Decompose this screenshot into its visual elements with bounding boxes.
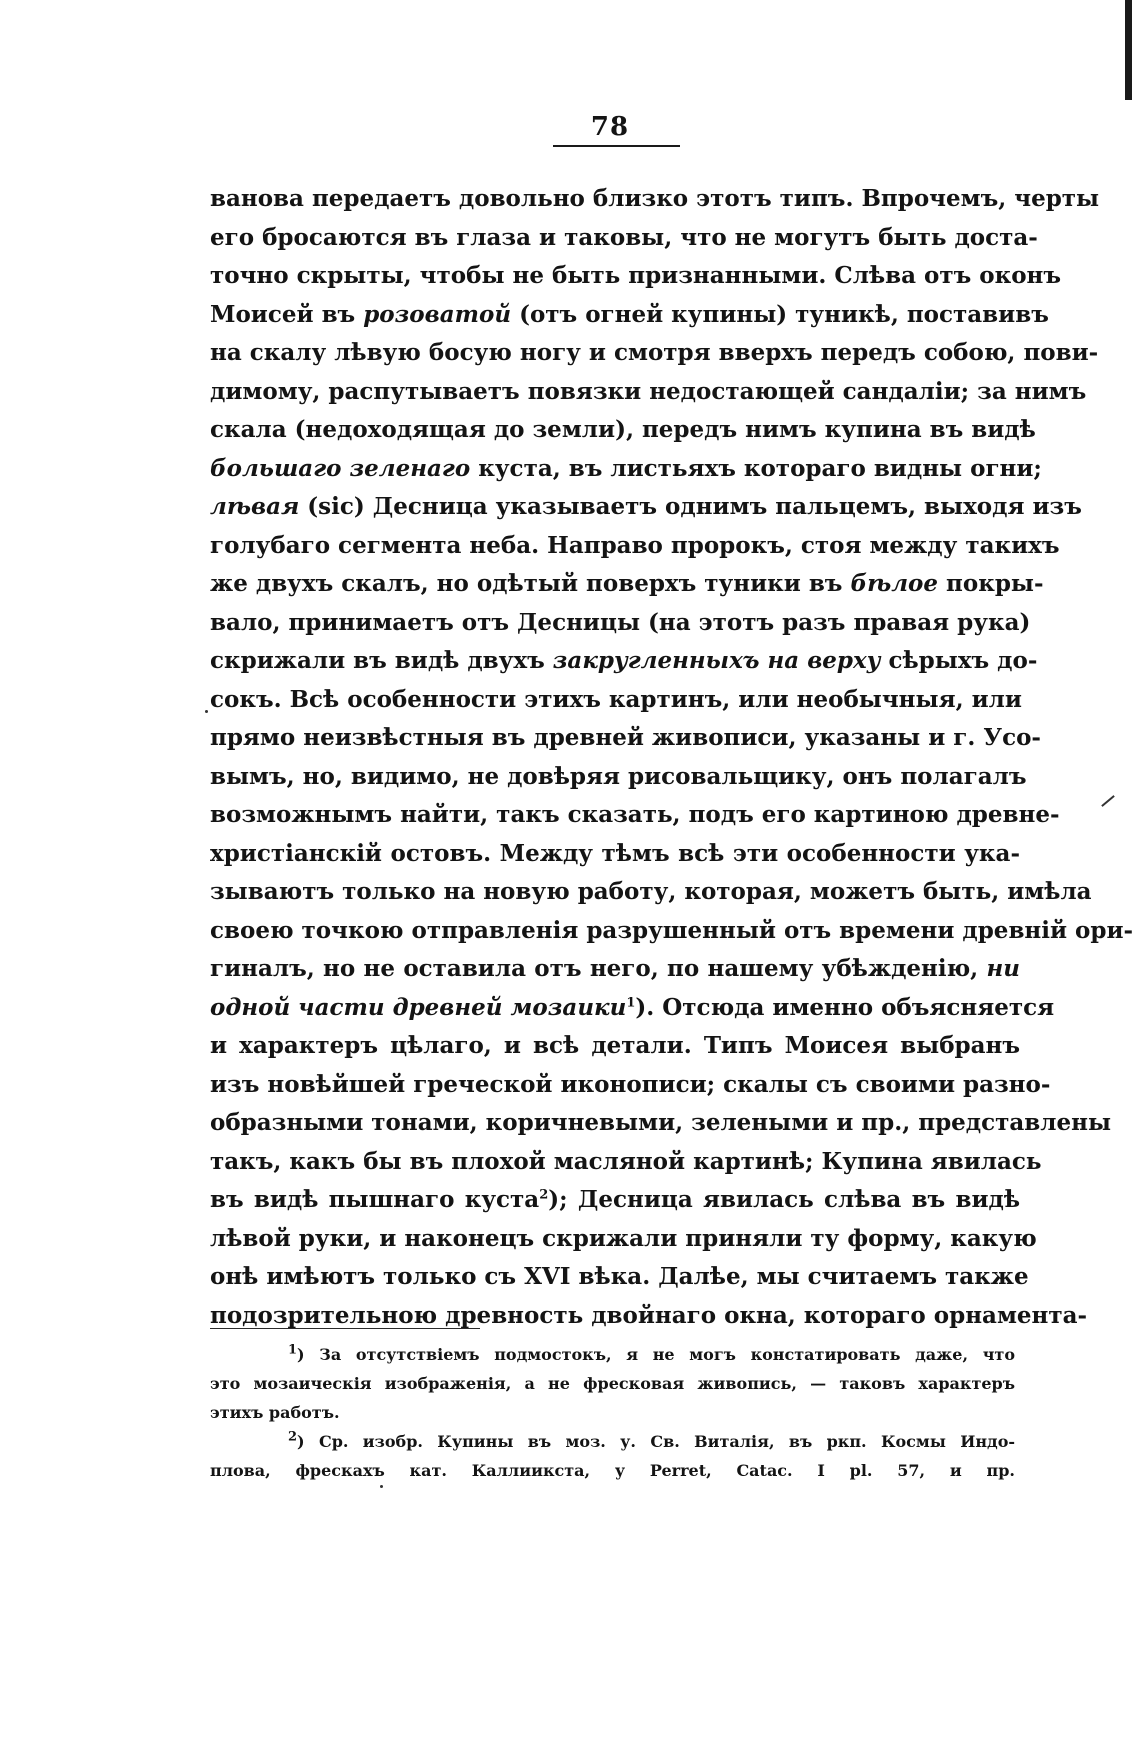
italic-phrase: закругленныхъ на верху bbox=[552, 647, 881, 674]
text-line: такъ, какъ бы въ плохой масляной картинѣ; Купина явилась bbox=[210, 1147, 1042, 1175]
text-line: вало, принимаетъ отъ Десницы (на этотъ разъ правая рука) bbox=[210, 608, 1031, 636]
page-edge-shadow bbox=[1125, 0, 1132, 100]
text-line: большаго зеленаго куста, въ листьяхъ котораго видны огни; bbox=[210, 454, 1042, 482]
ink-speck bbox=[205, 710, 208, 713]
footnote-line: $^2$) Ср. изобр. Купины въ моз. у. Св. Виталія, въ ркп. Космы Индо- bbox=[288, 1429, 1015, 1451]
text-line: христіанскій остовъ. Между тѣмъ всѣ эти особенности ука- bbox=[210, 839, 1020, 867]
italic-phrase: лѣвая bbox=[210, 493, 300, 520]
footnote-number: 1 bbox=[288, 1342, 298, 1358]
text-line: димому, распутываетъ повязки недостающей сандаліи; за нимъ bbox=[210, 377, 1087, 405]
text-line: Моисей въ розоватой (отъ огней купины) туникѣ, поставивъ bbox=[210, 300, 1049, 328]
page-number-rule bbox=[553, 145, 680, 147]
text-line: въ видѣ пышнаго куста$^2$); Десница явилась слѣва въ видѣ bbox=[210, 1186, 1020, 1213]
main-text-block bbox=[210, 180, 1134, 1335]
text-line: на скалу лѣвую босую ногу и смотря вверхъ передъ собою, пови- bbox=[210, 339, 1099, 366]
margin-mark bbox=[1101, 795, 1115, 807]
text-line: точно скрыты, чтобы не быть признанными. Слѣва отъ оконъ bbox=[210, 262, 1062, 289]
text-line: одной части древней мозаики$^1$). Отсюда именно объясняется bbox=[210, 993, 1055, 1021]
italic-phrase: большаго зеленаго bbox=[210, 454, 471, 482]
footnote-ref: 1 bbox=[626, 994, 636, 1010]
text-line: его бросаются въ глаза и таковы, что не могутъ быть доста- bbox=[210, 223, 1038, 251]
text-line: и характеръ цѣлаго, и всѣ детали. Типъ Моисея выбранъ bbox=[210, 1032, 1020, 1059]
footnote-line: плова, фрескахъ кат. Каллиикста, у Perret, Catac. I pl. 57, и пр. bbox=[210, 1461, 1015, 1480]
text-line: образными тонами, коричневыми, зелеными и пр., представлены bbox=[210, 1109, 1112, 1136]
text-line: изъ новѣйшей греческой иконописи; скалы съ своими разно- bbox=[210, 1070, 1051, 1098]
footnotes-block bbox=[210, 1340, 1015, 1485]
text-line: голубаго сегмента неба. Направо пророкъ, стоя между такихъ bbox=[210, 531, 1060, 559]
text-line: зываютъ только на новую работу, которая, можетъ быть, имѣла bbox=[210, 878, 1092, 905]
footnote-separator bbox=[210, 1328, 480, 1329]
text-line: онѣ имѣютъ только съ XVI вѣка. Далѣе, мы считаемъ также bbox=[210, 1263, 1029, 1290]
italic-phrase: розоватой bbox=[363, 300, 512, 328]
italic-phrase: бѣлое bbox=[850, 570, 939, 597]
text-line: гиналъ, но не оставила отъ него, по нашему убѣжденію, ни bbox=[210, 955, 1020, 982]
text-line: вымъ, но, видимо, не довѣряя рисовальщику, онъ полагалъ bbox=[210, 762, 1027, 790]
text-line: своею точкою отправленія разрушенный отъ времени древній ори- bbox=[210, 916, 1134, 944]
text-line: же двухъ скалъ, но одѣтый поверхъ туники въ бѣлое покры- bbox=[210, 570, 1044, 597]
text-line: прямо неизвѣстныя въ древней живописи, указаны и г. Усо- bbox=[210, 724, 1041, 751]
italic-phrase: ни bbox=[986, 955, 1020, 982]
text-line: возможнымъ найти, такъ сказать, подъ его картиною древне- bbox=[210, 801, 1060, 828]
footnote-line: это мозаическія изображенія, а не фресковая живопись, — таковъ характеръ bbox=[210, 1374, 1015, 1393]
footnote-line: $^1$) За отсутствіемъ подмостокъ, я не могъ констатировать даже, что bbox=[288, 1342, 1015, 1364]
ink-speck bbox=[380, 1485, 383, 1488]
page-number: 78 bbox=[590, 112, 630, 142]
text-line: скала (недоходящая до земли), передъ нимъ купина въ видѣ bbox=[210, 416, 1036, 443]
footnote-line: этихъ работъ. bbox=[210, 1403, 340, 1422]
text-line: скрижали въ видѣ двухъ закругленныхъ на верху сѣрыхъ до- bbox=[210, 647, 1038, 674]
text-line: сокъ. Всѣ особенности этихъ картинъ, или необычныя, или bbox=[210, 685, 1022, 713]
footnote-number: 2 bbox=[288, 1429, 298, 1445]
italic-phrase: одной части древней мозаики bbox=[210, 993, 627, 1021]
text-line: подозрительною древность двойнаго окна, котораго орнамента- bbox=[210, 1301, 1088, 1329]
text-line: ванова передаетъ довольно близко этотъ типъ. Впрочемъ, черты bbox=[210, 185, 1100, 212]
text-line: лѣвой руки, и наконецъ скрижали приняли ту форму, какую bbox=[210, 1224, 1037, 1252]
text-line: лѣвая (sic) Десница указываетъ однимъ пальцемъ, выходя изъ bbox=[210, 493, 1082, 520]
footnote-ref: 2 bbox=[539, 1187, 549, 1203]
